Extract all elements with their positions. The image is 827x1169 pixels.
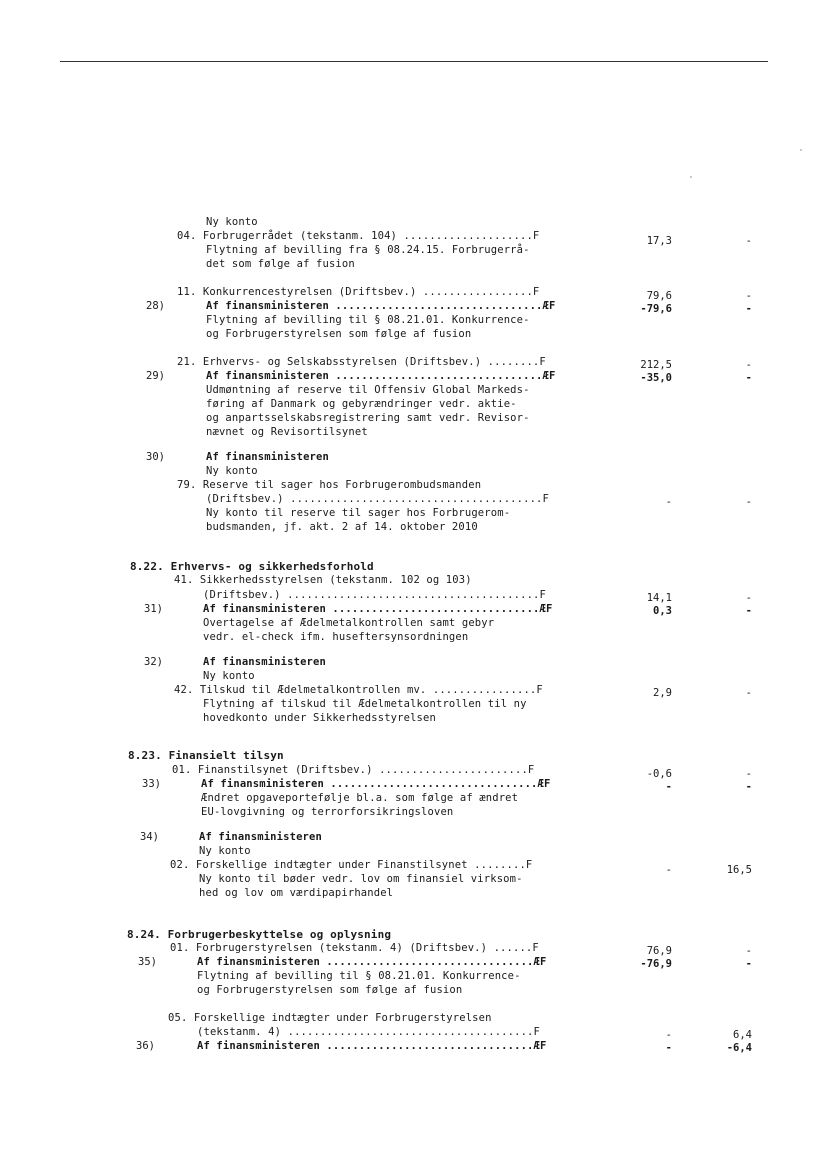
text-line: Ny konto til bøder vedr. lov om finansiel virksom-	[199, 873, 523, 885]
text-line: Ny konto	[203, 670, 255, 682]
text-line: 11. Konkurrencestyrelsen (Driftsbev.) .................F	[177, 286, 540, 298]
scan-speck	[800, 149, 802, 151]
amount-column-2: -	[745, 605, 752, 617]
text-line: budsmanden, jf. akt. 2 af 14. oktober 2010	[206, 521, 478, 533]
footnote-marker: 34)	[140, 831, 159, 843]
text-line: 02. Forskellige indtægter under Finanstilsynet ........F	[170, 859, 533, 871]
amount-column-1: -	[665, 1029, 672, 1041]
amount-column-1: -	[665, 1042, 672, 1054]
appropriation-line: Af finansministeren ................................ÆF	[197, 1040, 547, 1052]
amount-column-2: -	[745, 592, 752, 604]
text-line: 05. Forskellige indtægter under Forbrugerstyrelsen	[168, 1012, 492, 1024]
amount-column-1: -	[665, 781, 672, 793]
text-line: (Driftsbev.) .......................................F	[203, 589, 546, 601]
text-line: 41. Sikkerhedsstyrelsen (tekstanm. 102 og 103)	[174, 574, 472, 586]
text-line: og Forbrugerstyrelsen som følge af fusion	[197, 984, 463, 996]
footnote-marker: 29)	[146, 370, 165, 382]
text-line: Ny konto til reserve til sager hos Forbrugerom-	[206, 507, 511, 519]
amount-column-1: 79,6	[646, 290, 672, 302]
amount-column-1: -35,0	[640, 372, 672, 384]
amount-column-2: -	[745, 958, 752, 970]
text-line: EU-lovgivning og terrorforsikringsloven	[201, 806, 454, 818]
amount-column-1: 14,1	[646, 592, 672, 604]
amount-column-2: -	[745, 235, 752, 247]
amount-column-1: -	[665, 864, 672, 876]
text-line: Ny konto	[206, 216, 258, 228]
amount-column-1: -	[665, 496, 672, 508]
text-line: det som følge af fusion	[206, 258, 355, 270]
appropriation-line: Af finansministeren	[206, 451, 329, 463]
amount-column-2: -	[745, 290, 752, 302]
text-line: Ændret opgaveportefølje bl.a. som følge af ændret	[201, 792, 519, 804]
amount-column-2: -	[745, 768, 752, 780]
footnote-marker: 35)	[138, 956, 157, 968]
amount-column-1: -0,6	[646, 768, 672, 780]
text-line: og anpartsselskabsregistrering samt vedr. Revisor-	[206, 412, 530, 424]
section-heading: 8.23. Finansielt tilsyn	[128, 749, 284, 762]
text-line: 01. Forbrugerstyrelsen (tekstanm. 4) (Driftsbev.) ......F	[170, 942, 539, 954]
amount-column-2: -	[745, 359, 752, 371]
footnote-marker: 28)	[146, 300, 165, 312]
text-line: Flytning af bevilling fra § 08.24.15. Forbrugerrå-	[206, 244, 530, 256]
amount-column-2: 6,4	[733, 1029, 752, 1041]
appropriation-line: Af finansministeren ................................ÆF	[203, 603, 553, 615]
amount-column-1: 76,9	[646, 945, 672, 957]
text-line: Ny konto	[199, 845, 251, 857]
text-line: Overtagelse af Ædelmetalkontrollen samt gebyr	[203, 617, 495, 629]
appropriation-line: Af finansministeren	[199, 831, 322, 843]
scan-speck	[690, 176, 692, 178]
text-line: vedr. el-check ifm. huseftersynsordningen	[203, 631, 469, 643]
text-line: Flytning af tilskud til Ædelmetalkontrollen til ny	[203, 698, 527, 710]
section-heading: 8.22. Erhvervs- og sikkerhedsforhold	[130, 560, 374, 573]
amount-column-1: 2,9	[653, 687, 672, 699]
amount-column-2: -	[745, 945, 752, 957]
text-line: 42. Tilskud til Ædelmetalkontrollen mv. ................F	[174, 684, 543, 696]
appropriation-line: Af finansministeren ................................ÆF	[206, 370, 556, 382]
appropriation-line: Af finansministeren	[203, 656, 326, 668]
amount-column-1: 17,3	[646, 235, 672, 247]
text-line: Udmøntning af reserve til Offensiv Global Markeds-	[206, 384, 530, 396]
amount-column-2: -	[745, 496, 752, 508]
footnote-marker: 33)	[142, 778, 161, 790]
text-line: 04. Forbrugerrådet (tekstanm. 104) ....................F	[177, 230, 540, 242]
footnote-marker: 36)	[136, 1040, 155, 1052]
section-heading: 8.24. Forbrugerbeskyttelse og oplysning	[127, 928, 392, 941]
text-line: (Driftsbev.) .......................................F	[206, 493, 549, 505]
amount-column-1: 0,3	[653, 605, 672, 617]
amount-column-1: -76,9	[640, 958, 672, 970]
amount-column-2: -	[745, 372, 752, 384]
text-line: 79. Reserve til sager hos Forbrugerombudsmanden	[177, 479, 482, 491]
amount-column-2: -	[745, 687, 752, 699]
amount-column-2: -6,4	[726, 1042, 752, 1054]
text-line: Ny konto	[206, 465, 258, 477]
appropriation-line: Af finansministeren ................................ÆF	[197, 956, 547, 968]
footnote-marker: 30)	[146, 451, 165, 463]
footnote-marker: 32)	[144, 656, 163, 668]
text-line: 01. Finanstilsynet (Driftsbev.) .......................F	[172, 764, 535, 776]
text-line: og Forbrugerstyrelsen som følge af fusion	[206, 328, 472, 340]
text-line: hovedkonto under Sikkerhedsstyrelsen	[203, 712, 436, 724]
text-line: føring af Danmark og gebyrændringer vedr. aktie-	[206, 398, 517, 410]
amount-column-2: -	[745, 781, 752, 793]
text-line: Flytning af bevilling til § 08.21.01. Konkurrence-	[206, 314, 530, 326]
text-line: hed og lov om værdipapirhandel	[199, 887, 394, 899]
text-line: 21. Erhvervs- og Selskabsstyrelsen (Driftsbev.) ........F	[177, 356, 546, 368]
amount-column-2: -	[745, 303, 752, 315]
appropriation-line: Af finansministeren ................................ÆF	[201, 778, 551, 790]
text-line: Flytning af bevilling til § 08.21.01. Konkurrence-	[197, 970, 521, 982]
appropriation-line: Af finansministeren ................................ÆF	[206, 300, 556, 312]
amount-column-1: -79,6	[640, 303, 672, 315]
text-line: (tekstanm. 4) ......................................F	[197, 1026, 540, 1038]
amount-column-1: 212,5	[640, 359, 672, 371]
page-top-rule	[60, 61, 768, 62]
amount-column-2: 16,5	[726, 864, 752, 876]
text-line: nævnet og Revisortilsynet	[206, 426, 368, 438]
footnote-marker: 31)	[144, 603, 163, 615]
